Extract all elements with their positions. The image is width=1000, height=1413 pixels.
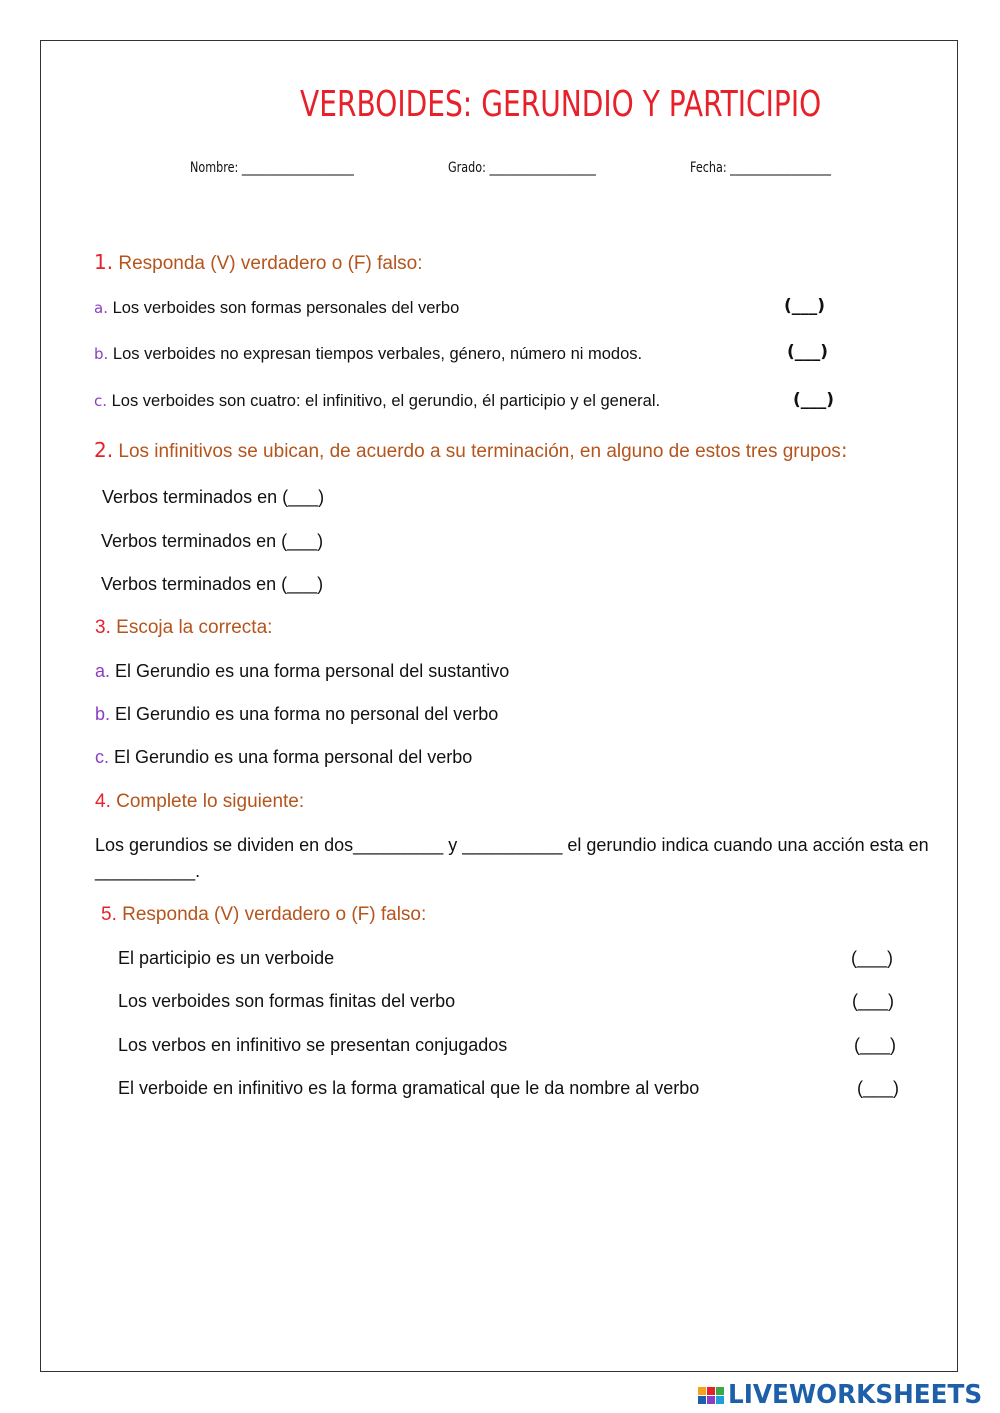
question-number: 1. bbox=[94, 250, 114, 274]
q2-item-1[interactable]: Verbos terminados en (___) bbox=[102, 487, 325, 507]
liveworksheets-logo[interactable] bbox=[698, 1380, 996, 1410]
q3-option-b[interactable] bbox=[95, 704, 498, 725]
question-1-heading bbox=[94, 250, 423, 275]
option-letter: b. bbox=[95, 704, 111, 724]
q5-item-1: El participio es un verboide bbox=[118, 948, 335, 968]
q5-answer-blank-2[interactable]: (___) bbox=[852, 991, 895, 1011]
question-number: 4. bbox=[95, 791, 111, 812]
question-5-heading bbox=[101, 904, 426, 926]
q1-answer-blank-a[interactable]: (___) bbox=[784, 296, 826, 316]
grade-field[interactable]: Grado: ___________________ bbox=[448, 160, 596, 176]
item-text: Los verboides son cuatro: el infinitivo, el gerundio, él participio y el general. bbox=[111, 392, 661, 410]
option-text: El Gerundio es una forma no personal del verbo bbox=[115, 704, 499, 724]
q1-item-c bbox=[94, 392, 660, 411]
q5-item-3: Los verbos en infinitivo se presentan conjugados bbox=[118, 1035, 508, 1055]
q1-answer-blank-c[interactable]: (___) bbox=[793, 390, 835, 410]
q1-item-a bbox=[94, 299, 459, 318]
question-text: Escoja la correcta: bbox=[116, 617, 273, 638]
logo-icon bbox=[698, 1387, 724, 1404]
question-text: Los infinitivos se ubican, de acuerdo a su terminación, en alguno de estos tres grupos bbox=[118, 441, 841, 462]
item-letter: c. bbox=[94, 392, 108, 410]
q5-item-2: Los verboides son formas finitas del verbo bbox=[118, 991, 456, 1011]
option-letter: a. bbox=[95, 661, 111, 681]
q3-option-a[interactable] bbox=[95, 661, 509, 682]
question-colon: : bbox=[840, 438, 848, 462]
item-letter: b. bbox=[94, 345, 109, 363]
q1-item-b bbox=[94, 345, 642, 364]
name-field[interactable]: Nombre: ____________________ bbox=[190, 160, 354, 176]
question-text: Responda (V) verdadero o (F) falso: bbox=[118, 253, 423, 274]
question-text: Complete lo siguiente: bbox=[116, 791, 305, 812]
page-title: VERBOIDES: GERUNDIO Y PARTICIPIO bbox=[300, 84, 822, 125]
q5-answer-blank-3[interactable]: (___) bbox=[854, 1035, 897, 1055]
q5-item-4: El verboide en infinitivo es la forma gramatical que le da nombre al verbo bbox=[118, 1078, 700, 1098]
q3-option-c[interactable] bbox=[95, 747, 472, 768]
date-field[interactable]: Fecha: __________________ bbox=[690, 160, 831, 176]
option-letter: c. bbox=[95, 747, 110, 767]
q4-paragraph[interactable]: Los gerundios se dividen en dos_________ y __________ el gerundio indica cuando una acción esta en __________. bbox=[95, 835, 929, 881]
q2-item-3[interactable]: Verbos terminados en (___) bbox=[101, 574, 324, 594]
item-text: Los verboides no expresan tiempos verbales, género, número ni modos. bbox=[112, 345, 643, 363]
item-text: Los verboides son formas personales del verbo bbox=[112, 299, 460, 317]
question-text: Responda (V) verdadero o (F) falso: bbox=[122, 904, 427, 925]
question-3-heading bbox=[95, 617, 272, 639]
question-number: 5. bbox=[101, 904, 117, 925]
item-letter: a. bbox=[94, 299, 108, 317]
q2-item-2[interactable]: Verbos terminados en (___) bbox=[101, 531, 324, 551]
question-4-heading bbox=[95, 791, 304, 813]
q5-answer-blank-1[interactable]: (___) bbox=[851, 948, 894, 968]
option-text: El Gerundio es una forma personal del sustantivo bbox=[115, 661, 510, 681]
option-text: El Gerundio es una forma personal del verbo bbox=[114, 747, 473, 767]
question-number: 2. bbox=[94, 438, 114, 462]
q1-answer-blank-b[interactable]: (___) bbox=[787, 342, 829, 362]
question-number: 3. bbox=[95, 617, 111, 638]
q5-answer-blank-4[interactable]: (___) bbox=[857, 1078, 900, 1098]
logo-text: LIVEWORKSHEETS bbox=[728, 1380, 983, 1410]
question-2-heading bbox=[94, 438, 848, 463]
